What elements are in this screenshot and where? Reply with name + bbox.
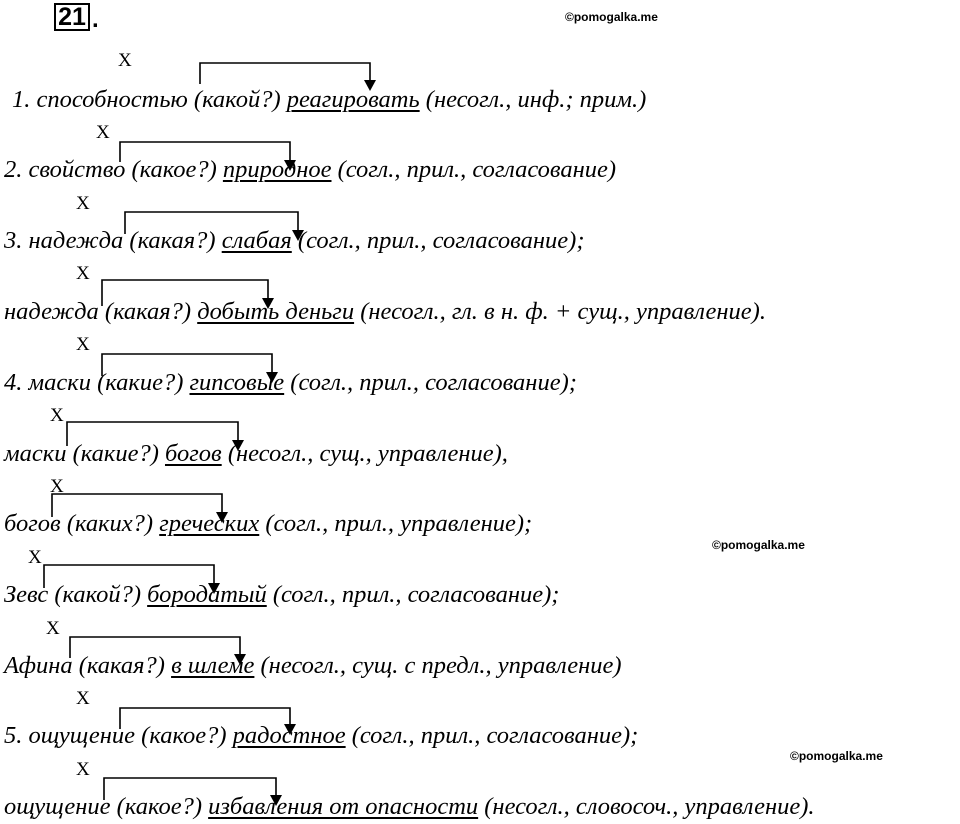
dependent-word: избавления от опасности — [208, 793, 479, 820]
cross-mark: X — [50, 476, 64, 497]
connector-1 — [200, 63, 370, 84]
cross-mark: X — [76, 688, 90, 709]
dependent-word: радостное — [232, 722, 346, 749]
grammar-note: (несогл., сущ. с предл., управление) — [254, 652, 622, 679]
cross-mark: X — [96, 122, 110, 143]
grammar-note: (согл., прил., согласование); — [266, 581, 560, 608]
dependent-word: добыть деньги — [197, 298, 355, 325]
dependent-word: греческих — [159, 510, 260, 537]
cross-mark: X — [118, 50, 132, 71]
head-phrase: 5. ощущение (какое?) — [4, 722, 233, 749]
watermark: ©pomogalka.me — [790, 749, 883, 763]
watermark: ©pomogalka.me — [712, 538, 805, 552]
dependent-word: реагировать — [286, 86, 420, 113]
dependent-word: гипсовые — [189, 369, 285, 396]
dependent-word: бородатый — [147, 581, 267, 608]
dependent-word: природное — [222, 156, 332, 183]
head-phrase: надежда (какая?) — [4, 298, 198, 325]
dependent-word: слабая — [221, 227, 292, 254]
head-phrase: маски (какие?) — [4, 440, 165, 467]
head-phrase: 2. свойство (какое?) — [4, 156, 223, 183]
head-phrase: 1. способностью (какой?) — [12, 86, 287, 113]
analysis-line-8 — [4, 581, 559, 609]
analysis-line-6 — [4, 440, 508, 468]
dependent-word: в шлеме — [171, 652, 255, 679]
grammar-note: (согл., прил., согласование); — [284, 369, 577, 396]
analysis-line-3 — [4, 227, 585, 255]
analysis-line-4 — [4, 298, 766, 326]
head-phrase: 4. маски (какие?) — [4, 369, 190, 396]
grammar-note: (несогл., инф.; прим.) — [419, 86, 647, 113]
grammar-note: (согл., прил., управление); — [259, 510, 533, 537]
analysis-line-10 — [4, 722, 638, 750]
exercise-number-dot: . — [92, 6, 99, 33]
grammar-note: (согл., прил., согласование); — [291, 227, 585, 254]
dependent-word: богов — [164, 440, 222, 467]
analysis-line-11 — [4, 793, 815, 821]
watermark: ©pomogalka.me — [565, 10, 658, 24]
head-phrase: ощущение (какое?) — [4, 793, 209, 820]
grammar-note: (несогл., сущ., управление), — [221, 440, 508, 467]
head-phrase: Афина (какая?) — [4, 652, 172, 679]
head-phrase: богов (каких?) — [4, 510, 160, 537]
cross-mark: X — [28, 547, 42, 568]
analysis-line-7 — [4, 510, 532, 538]
cross-mark: X — [50, 405, 64, 426]
head-phrase: Зевс (какой?) — [4, 581, 148, 608]
analysis-line-9 — [4, 652, 622, 680]
grammar-note: (согл., прил., согласование) — [331, 156, 617, 183]
analysis-line-2 — [4, 156, 616, 184]
cross-mark: X — [76, 263, 90, 284]
exercise-number: 21 — [54, 3, 90, 31]
grammar-note: (несогл., гл. в н. ф. + сущ., управление). — [354, 298, 766, 325]
cross-mark: X — [46, 618, 60, 639]
cross-mark: X — [76, 759, 90, 780]
grammar-note: (несогл., словосоч., управление). — [478, 793, 815, 820]
analysis-line-5 — [4, 369, 577, 397]
cross-mark: X — [76, 193, 90, 214]
cross-mark: X — [76, 334, 90, 355]
head-phrase: 3. надежда (какая?) — [4, 227, 222, 254]
analysis-line-1 — [12, 86, 646, 114]
grammar-note: (согл., прил., согласование); — [345, 722, 639, 749]
